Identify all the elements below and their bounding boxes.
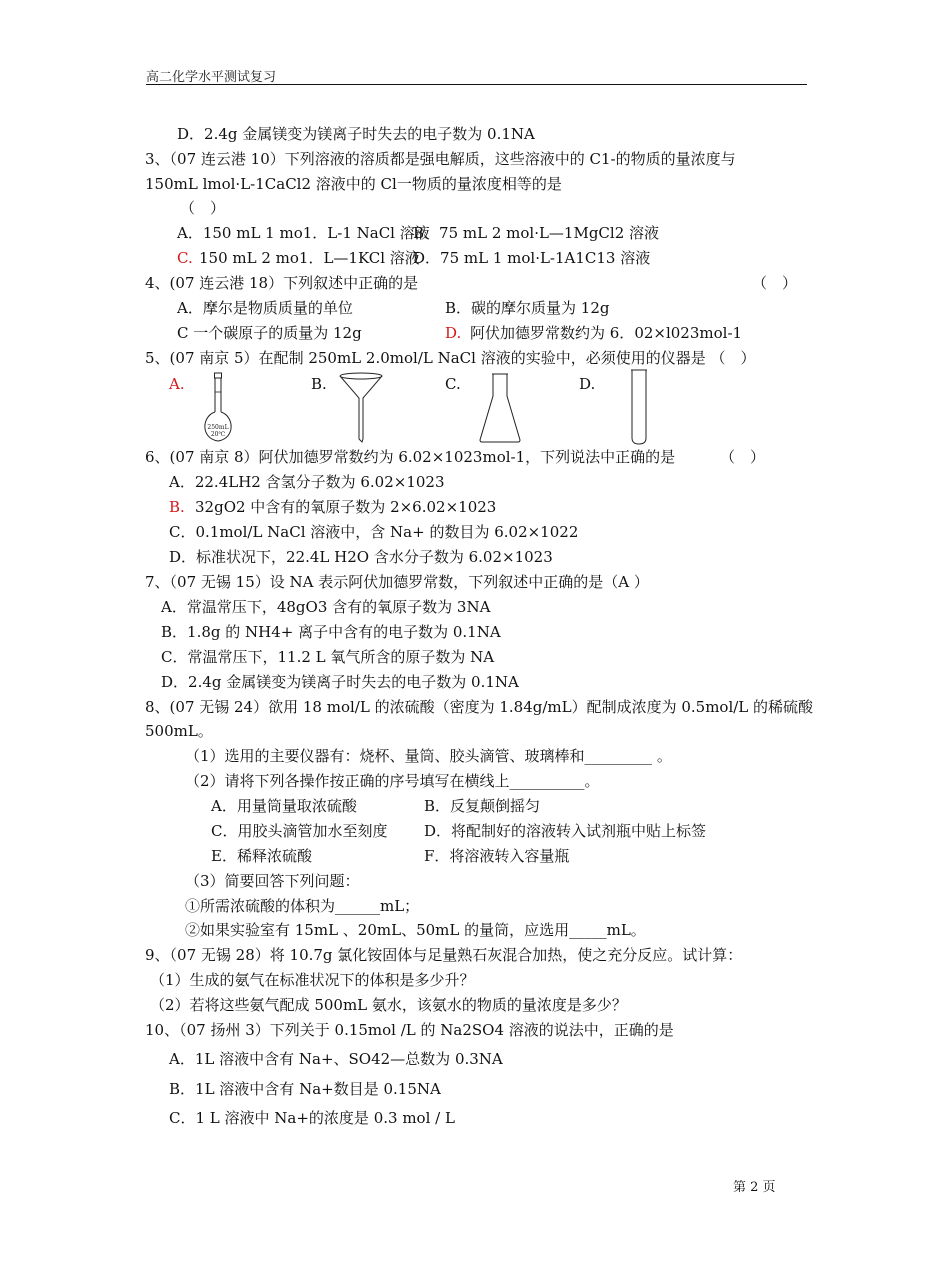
q4-answer-paren: （ ） [752, 274, 798, 292]
q5-option-a: A. [169, 375, 185, 393]
q4-stem: 4、(07 连云港 18）下列叙述中正确的是 [145, 274, 419, 292]
q8-stem-line2: 500mL。 [145, 722, 213, 740]
q3-stem-line1: 3、（07 连云港 10）下列溶液的溶质都是强电解质，这些溶液中的 C1-的物质的量浓度与 [145, 150, 736, 168]
q8-part2: （2）请将下列各操作按正确的序号填写在横线上__________。 [185, 772, 600, 790]
q5-option-d: D. [579, 375, 596, 393]
flask-label-temp: 20℃ [210, 431, 226, 438]
q4-option-d: 阿伏加德罗常数约为 6．02×l023mol-1 [470, 324, 743, 342]
q7-option-b: B．1.8g 的 NH4+ 离子中含有的电子数为 0.1NA [161, 623, 501, 641]
q4-option-c: C 一个碳原子的质量为 12g [177, 324, 362, 342]
q6-answer-paren: （ ） [720, 448, 766, 466]
q8-part3a: ①所需浓硫酸的体积为______mL； [185, 897, 420, 915]
q6-stem: 6、(07 南京 8）阿伏加德罗常数约为 6.02×1023mol-1，下列说法中正确的是 [145, 448, 676, 466]
q8-step-b: B．反复颠倒摇匀 [424, 797, 541, 815]
conical-flask-icon [478, 372, 522, 444]
q5-option-c: C. [445, 375, 461, 393]
q4-option-b: B．碳的摩尔质量为 12g [445, 299, 610, 317]
q7-option-c: C．常温常压下，11.2 L 氧气所含的原子数为 NA [161, 648, 495, 666]
q9-sub1: （1）生成的氨气在标准状况下的体积是多少升？ [150, 971, 475, 989]
test-tube-icon [628, 368, 650, 446]
q8-part3b: ②如果实验室有 15mL 、20mL、50mL 的量筒，应选用_____mL。 [185, 921, 646, 939]
header-rule [146, 84, 807, 85]
q4-option-a: A．摩尔是物质质量的单位 [177, 299, 353, 317]
q5-stem: 5、(07 南京 5）在配制 250mL 2.0mol/L NaCl 溶液的实验中，必须使用的仪器是 （ ） [145, 349, 756, 367]
q6-option-b: 32gO2 中含有的氧原子数为 2×6.02×1023 [195, 498, 497, 516]
q8-step-a: A．用量筒量取浓硫酸 [211, 797, 357, 815]
q3-option-c: 150 mL 2 mo1．L—1KCl 溶液 [199, 249, 420, 267]
volumetric-flask-icon [198, 372, 238, 444]
q8-step-d: D．将配制好的溶液转入试剂瓶中贴上标签 [424, 822, 707, 840]
q8-step-e: E．稀释浓硫酸 [211, 847, 312, 865]
q8-part3: （3）简要回答下列问题： [185, 872, 360, 890]
q10-stem: 10、（07 扬州 3）下列关于 0.15mol /L 的 Na2SO4 溶液的说法中，正确的是 [145, 1021, 674, 1039]
q7-option-a: A．常温常压下，48gO3 含有的氧原子数为 3NA [161, 598, 491, 616]
q8-step-c: C．用胶头滴管加水至刻度 [211, 822, 388, 840]
q7-stem: 7、（07 无锡 15）设 NA 表示阿伏加德罗常数，下列叙述中正确的是（A ） [145, 573, 649, 591]
flask-label-volume: 250mL [207, 424, 229, 431]
q8-part1: （1）选用的主要仪器有：烧杯、量筒、胶头滴管、玻璃棒和_________ 。 [185, 747, 672, 765]
q6-option-a: A．22.4LH2 含氢分子数为 6.02×1023 [169, 473, 445, 491]
q3-option-c-letter: C. [177, 249, 193, 267]
q5-option-b: B. [311, 375, 327, 393]
q8-step-f: F．将溶液转入容量瓶 [424, 847, 570, 865]
q10-option-b: B．1L 溶液中含有 Na+数目是 0.15NA [169, 1080, 441, 1098]
q3-option-a: A．150 mL 1 mo1．L-1 NaCl 溶液 [177, 224, 430, 242]
page-number: 第 2 页 [733, 1180, 776, 1195]
q6-option-b-letter: B. [169, 498, 185, 516]
funnel-icon [338, 372, 384, 442]
q3-stem-line2: 150mL lmol·L-1CaCl2 溶液中的 Cl一物质的量浓度相等的是 [145, 175, 562, 193]
header-title: 高二化学水平测试复习 [146, 70, 277, 85]
q4-option-d-letter: D. [445, 324, 462, 342]
q10-option-a: A．1L 溶液中含有 Na+、SO42—总数为 0.3NA [169, 1050, 503, 1068]
q6-option-d: D．标准状况下，22.4L H2O 含水分子数为 6.02×1023 [169, 548, 553, 566]
q8-stem-line1: 8、(07 无锡 24）欲用 18 mol/L 的浓硫酸（密度为 1.84g/mL）配制成浓度为 0.5mol/L 的稀硫酸 [145, 698, 814, 716]
q3-option-d: D．75 mL 1 mol·L-1A1C13 溶液 [413, 249, 651, 267]
q2-option-d: D．2.4g 金属镁变为镁离子时失去的电子数为 0.1NA [177, 125, 535, 143]
q3-answer-paren: （ ） [180, 199, 226, 217]
q3-option-b: B．75 mL 2 mol·L—1MgCl2 溶液 [413, 224, 660, 242]
q10-option-c: C．1 L 溶液中 Na+的浓度是 0.3 mol / L [169, 1109, 455, 1127]
q9-stem: 9、（07 无锡 28）将 10.7g 氯化铵固体与足量熟石灰混合加热，使之充分反应。试计算： [145, 946, 743, 964]
q9-sub2: （2）若将这些氨气配成 500mL 氨水，该氨水的物质的量浓度是多少？ [150, 996, 627, 1014]
q7-option-d: D．2.4g 金属镁变为镁离子时失去的电子数为 0.1NA [161, 673, 519, 691]
q6-option-c: C．0.1mol/L NaCl 溶液中，含 Na+ 的数目为 6.02×1022 [169, 523, 579, 541]
